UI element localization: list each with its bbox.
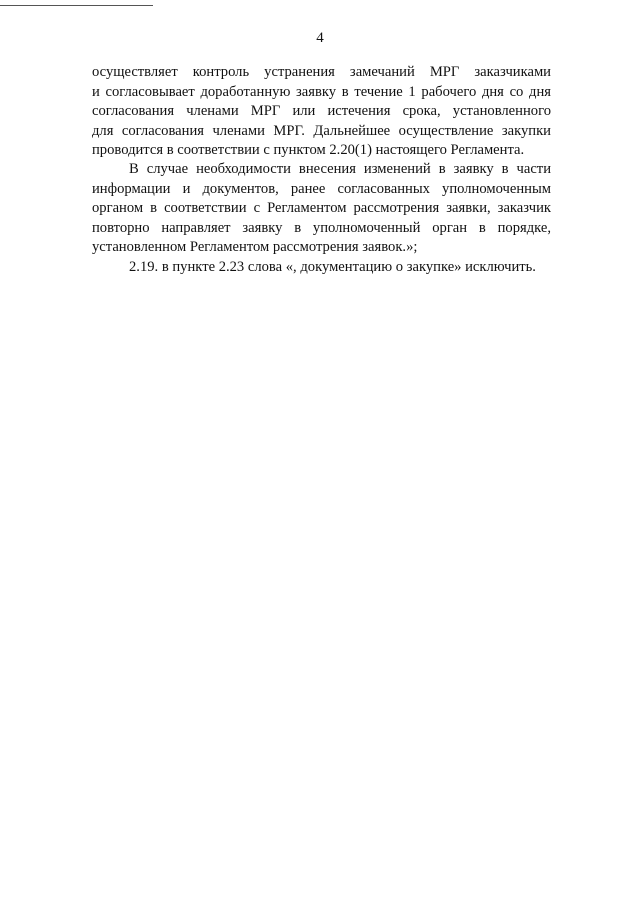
paragraph-line: для согласования членами МРГ. Дальнейшее осуществление закупки: [92, 122, 551, 139]
paragraph-line: органом в соответствии с Регламентом рассмотрения заявки, заказчик: [92, 200, 551, 216]
paragraph-line: и согласовывает доработанную заявку в течение 1 рабочего дня со дня: [92, 83, 551, 100]
paragraph-line: информации и документов, ранее согласованных уполномоченным: [92, 180, 551, 197]
paragraph-changes: [92, 160, 551, 258]
paragraph-item-2-19: [92, 258, 551, 278]
paragraph-line: установленном Регламентом рассмотрения заявок.»;: [92, 239, 418, 255]
page-number: 4: [316, 30, 324, 46]
paragraph-line: согласования членами МРГ или истечения срока, установленного: [92, 103, 551, 119]
top-rule: [0, 5, 153, 6]
paragraph-line: В случае необходимости внесения изменений в заявку в части: [129, 161, 551, 177]
paragraph-line: проводится в соответствии с пунктом 2.20(1) настоящего Регламента.: [92, 142, 525, 158]
paragraph-line: повторно направляет заявку в уполномоченный орган в порядке,: [92, 219, 551, 236]
paragraph-continuation: [92, 63, 551, 161]
paragraph-line: 2.19. в пункте 2.23 слова «, документацию о закупке» исключить.: [129, 259, 536, 275]
paragraph-line: осуществляет контроль устранения замечаний МРГ заказчиками: [92, 64, 551, 80]
